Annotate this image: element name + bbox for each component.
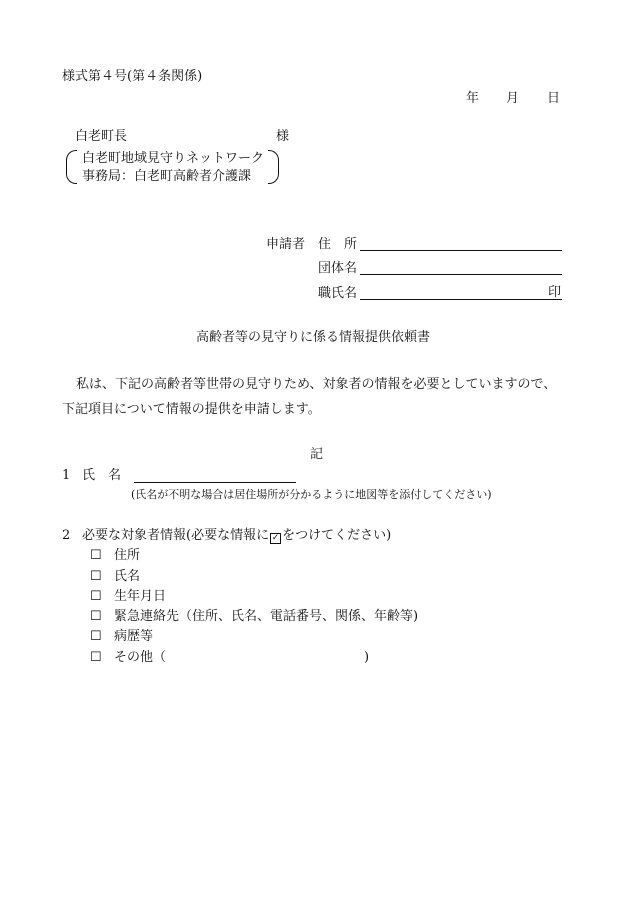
checkbox-name[interactable]: ☐ [90,569,102,584]
ki-heading: 記 [310,447,324,462]
body-line-1: 私は、下記の高齢者等世帯の見守りため、対象者の情報を必要としていますので、 [76,377,557,392]
applicant-group-label: 団体名 [318,261,358,276]
checkbox-other[interactable]: ☐ [90,650,102,665]
section2-label-before: 必要な対象者情報(必要な情報に [82,528,270,543]
item-label: 病歴等 [114,629,154,644]
item-label: 生年月日 [114,589,167,604]
document-title: 高齢者等の見守りに係る情報提供依頼書 [196,330,431,345]
form-number: 様式第４号(第４条関係) [62,69,203,84]
section2-number: 2 [62,528,71,543]
right-bracket [268,150,279,184]
group-name-field[interactable] [360,274,562,275]
section1-label: 氏 名 [82,468,122,483]
applicant-position-label: 職氏名 [318,286,358,301]
section1-note: (氏名が不明な場合は居住場所が分かるように地図等を添付してください) [131,488,492,501]
date-month-label: 月 [506,91,520,106]
checkbox-emergency-contact[interactable]: ☐ [90,609,102,624]
list-item [90,549,140,562]
list-item [90,630,153,643]
seal-mark: 印 [548,285,562,300]
applicant-address-label: 住 所 [318,237,358,252]
addressee-org-line1: 白老町地域見守りネットワーク [82,151,265,166]
addressee-title: 白老町長 [75,129,128,144]
address-field[interactable] [360,250,562,251]
body-line-2: 下記項目について情報の提供を申請します。 [62,402,321,417]
addressee-honorific: 様 [276,129,290,144]
section1-number: 1 [62,468,71,483]
list-item [90,570,140,583]
checked-box-icon: ✓ [271,533,280,543]
section2-label-after: をつけてください) [282,528,392,543]
checkbox-birthdate[interactable]: ☐ [90,589,102,604]
subject-name-field[interactable] [134,482,296,483]
date-year-label: 年 [466,91,480,106]
item-label: 氏名 [114,569,141,584]
addressee-org-line2: 事務局：白老町高齢者介護課 [82,169,252,184]
left-bracket [66,150,77,184]
section2-heading [82,529,391,544]
checkbox-medical-history[interactable]: ☐ [90,629,102,644]
item-label: その他（ [114,650,167,665]
checkbox-address[interactable]: ☐ [90,548,102,563]
item-label: 緊急連絡先（住所、氏名、電話番号、関係、年齢等) [114,609,419,624]
applicant-label: 申請者 [266,237,306,252]
other-close-paren: ) [364,650,370,665]
list-item [90,590,166,603]
date-day-label: 日 [547,91,561,106]
item-label: 住所 [114,548,141,563]
list-item [90,610,418,623]
position-name-field[interactable] [360,299,562,300]
list-item [90,651,166,664]
